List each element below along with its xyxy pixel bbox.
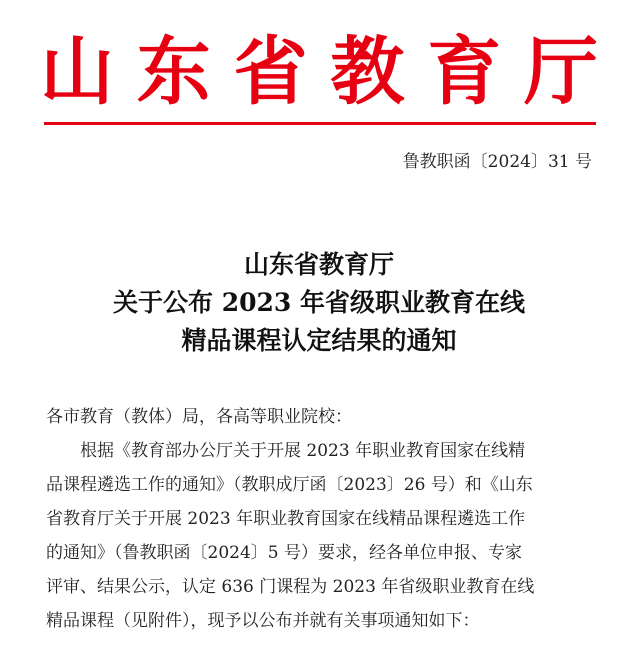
masthead-char: 山	[40, 29, 114, 115]
masthead-title	[40, 30, 598, 114]
document-body	[46, 400, 594, 638]
masthead-char: 育	[427, 29, 502, 115]
masthead-char: 省	[233, 29, 308, 115]
document-title	[0, 246, 638, 360]
paragraph-line: 评审、结果公示，认定 636 门课程为 2023 年省级职业教育在线	[46, 577, 535, 597]
title-line-1: 山东省教育厅	[243, 250, 394, 279]
title-line-3: 精品课程认定结果的通知	[181, 326, 457, 355]
masthead-char: 教	[330, 29, 405, 115]
salutation: 各市教育（教体）局，各高等职业院校：	[46, 407, 352, 427]
paragraph-line: 的通知》（鲁教职函〔2024〕5 号）要求，经各单位申报、专家	[46, 543, 522, 563]
paragraph-line: 精品课程（见附件），现予以公布并就有关事项通知如下：	[46, 611, 480, 631]
masthead-char: 厅	[523, 29, 598, 115]
paragraph-line: 省教育厅关于开展 2023 年职业教育国家在线精品课程遴选工作	[46, 509, 526, 529]
paragraph-line: 根据《教育部办公厅关于开展 2023 年职业教育国家在线精	[80, 441, 526, 461]
masthead-red-rule	[44, 122, 596, 125]
title-line-2: 关于公布 2023 年省级职业教育在线	[113, 288, 525, 317]
paragraph-line: 品课程遴选工作的通知》（教职成厅函〔2023〕26 号）和《山东	[46, 475, 533, 495]
document-number: 鲁教职函〔2024〕31 号	[402, 152, 592, 172]
masthead-char: 东	[136, 29, 211, 115]
